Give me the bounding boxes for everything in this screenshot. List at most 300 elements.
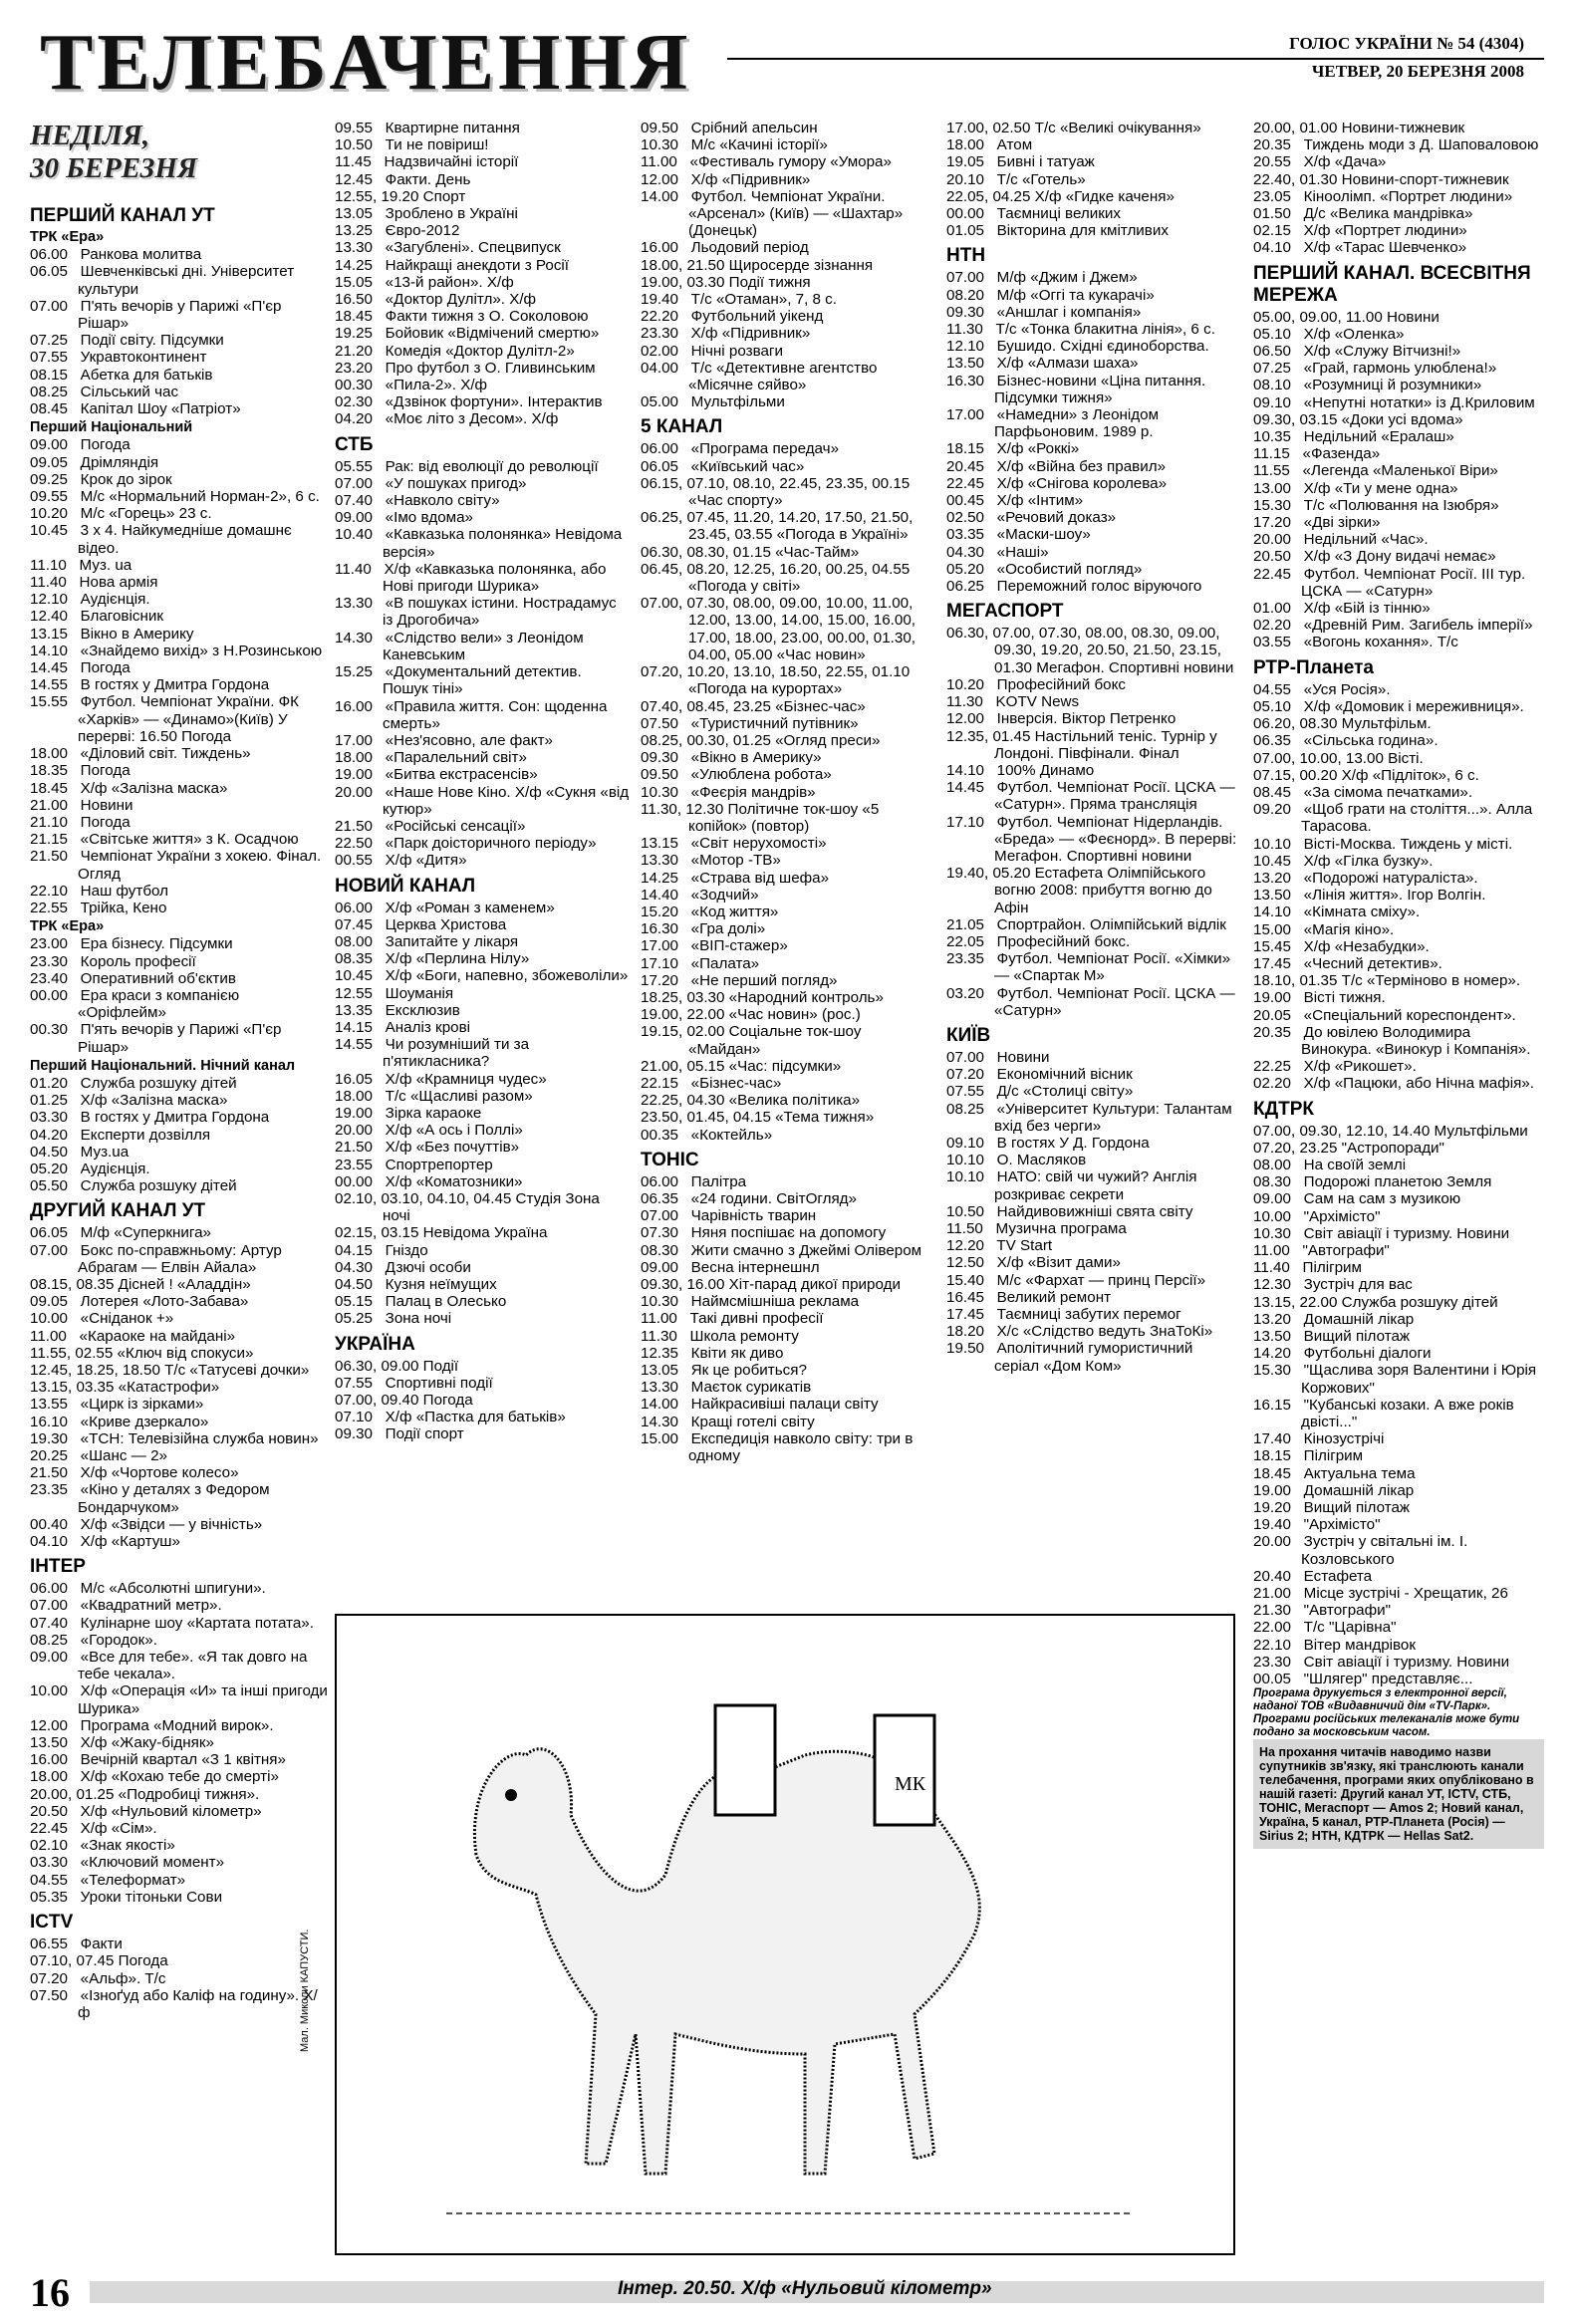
programme-listing: 20.40 Естафета xyxy=(1253,1567,1373,1585)
day-date: 30 БЕРЕЗНЯ xyxy=(30,152,197,184)
programme-listing: 07.25 Події світу. Підсумки xyxy=(30,332,224,350)
programme-listing: 07.00, 09.30, 12.10, 14.40 Мультфільми xyxy=(1253,1122,1528,1140)
programme-listing: 11.55 «Легенда «Маленької Віри» xyxy=(1253,462,1498,480)
programme-listing: 08.00 На своїй землі xyxy=(1253,1156,1407,1173)
programme-listing: 22.15 «Бізнес-час» xyxy=(641,1074,782,1092)
programme-listing: 18.45 Х/ф «Залізна маска» xyxy=(30,779,228,797)
programme-listing: 08.15, 08.35 Дісней ! «Аладдін» xyxy=(30,1275,251,1293)
programme-listing: 19.00, 22.00 «Час новин» (рос.) xyxy=(641,1006,861,1024)
programme-listing: 08.35 Х/ф «Перлина Нілу» xyxy=(335,950,530,968)
channel-subheading: ТРК «Ера» xyxy=(30,229,105,245)
programme-listing: 05.00, 09.00, 11.00 Новини xyxy=(1253,308,1440,326)
programme-listing: 10.10 НАТО: свій чи чужий? Англія розкриває секрети xyxy=(946,1168,1201,1203)
programme-listing: 14.10 100% Динамо xyxy=(946,761,1095,779)
programme-listing: 07.20, 10.20, 13.10, 18.50, 22.55, 01.10 «Погода на курортах» xyxy=(641,663,915,698)
channel-heading: МЕГАСПОРТ xyxy=(946,601,1064,623)
programme-listing: 12.30 Зустріч для вас xyxy=(1253,1276,1413,1294)
programme-listing: 23.20 Про футбол з О. Гливинським xyxy=(335,359,596,377)
programme-listing: 12.20 TV Start xyxy=(946,1237,1053,1255)
programme-listing: 03.30 В гостях у Дмитра Гордона xyxy=(30,1109,270,1127)
programme-listing: 22.40, 01.30 Новини-спорт-тижневик xyxy=(1253,170,1509,188)
programme-listing: 20.35 До ювілею Володимира Винокура. «Винокур і Компанія». xyxy=(1253,1023,1531,1058)
programme-listing: 06.25 Переможний голос віруючого xyxy=(946,578,1202,596)
programme-listing: 03.55 «Вогонь кохання». Т/с xyxy=(1253,634,1458,651)
channel-heading: ПЕРШИЙ КАНАЛ УТ xyxy=(30,205,215,226)
programme-listing: 10.50 Ти не повіриш! xyxy=(335,136,489,154)
programme-listing: 10.45 Х/ф «Боги, напевно, збожеволіли» xyxy=(335,967,629,985)
programme-listing: 10.10 Вісті-Москва. Тиждень у місті. xyxy=(1253,835,1513,853)
programme-listing: 03.35 «Маски-шоу» xyxy=(946,526,1091,544)
programme-listing: 07.00 Чарівність тварин xyxy=(641,1207,817,1225)
programme-listing: 19.00 Вісті тижня. xyxy=(1253,989,1386,1007)
programme-listing: 16.30 Бізнес-новини «Ціна питання. Підсумки тижня» xyxy=(946,372,1210,406)
programme-listing: 07.00 М/ф «Джим і Джем» xyxy=(946,269,1138,287)
programme-listing: 09.20 «Щоб грати на століття...». Алла Тарасова. xyxy=(1253,801,1537,836)
programme-listing: 00.40 Х/ф «Звідси — у вічність» xyxy=(30,1515,263,1533)
page-number: 16 xyxy=(30,2270,70,2315)
programme-listing: 19.40 "Архімісто" xyxy=(1253,1516,1381,1534)
programme-listing: 07.50 «Туристичний путівник» xyxy=(641,714,859,732)
programme-listing: 14.55 Чи розумніший ти за п'ятикласника? xyxy=(335,1036,534,1071)
programme-listing: 22.05 Професійний бокс. xyxy=(946,932,1131,950)
programme-listing: 07.45 Церква Христова xyxy=(335,915,507,933)
programme-listing: 04.30 «Наші» xyxy=(946,543,1049,561)
programme-listing: 09.00 Весна інтернешнл xyxy=(641,1258,820,1276)
programme-listing: 02.15 Х/ф «Портрет людини» xyxy=(1253,222,1467,240)
programme-listing: 17.00 «ВІП-стажер» xyxy=(641,937,788,955)
programme-listing: 21.20 Комедія «Доктор Дулітл-2» xyxy=(335,342,575,360)
programme-listing: 07.00, 09.40 Погода xyxy=(335,1392,473,1410)
programme-listing: 13.15 «Світ нерухомості» xyxy=(641,835,827,853)
programme-listing: 04.00 Т/с «Детективне агентство «Місячне сяйво» xyxy=(641,359,882,394)
programme-listing: 14.45 Погода xyxy=(30,659,131,677)
channel-heading: ІНТЕР xyxy=(30,1556,86,1578)
programme-listing: 05.35 Уроки тітоньки Сови xyxy=(30,1888,223,1906)
programme-listing: 00.00 Х/ф «Коматозники» xyxy=(335,1172,523,1190)
programme-listing: 14.10 «Знайдемо вихід» з Н.Розинською xyxy=(30,642,323,659)
programme-listing: 06.00 М/с «Абсолютні шпигуни». xyxy=(30,1580,266,1598)
programme-listing: 14.00 Найкрасивіші палаци світу xyxy=(641,1396,879,1414)
programme-listing: 06.00 Ранкова молитва xyxy=(30,246,202,264)
programme-listing: 06.35 «Сільська година». xyxy=(1253,732,1439,750)
programme-listing: 01.00 Х/ф «Бій із тінню» xyxy=(1253,600,1431,618)
programme-listing: 20.00 Недільний «Час». xyxy=(1253,531,1429,549)
programme-listing: 12.35 Квіти як диво xyxy=(641,1344,784,1362)
day-heading xyxy=(30,120,251,189)
programme-listing: 14.25 Найкращі анекдоти з Росії xyxy=(335,256,570,274)
programme-listing: 22.45 Х/ф «Снігова королева» xyxy=(946,474,1168,492)
programme-listing: 08.45 «За сімома печатками». xyxy=(1253,783,1473,801)
programme-listing: 17.10 «Палата» xyxy=(641,954,760,972)
programme-listing: 05.50 Служба розшуку дітей xyxy=(30,1177,237,1195)
programme-listing: 18.15 Х/ф «Роккі» xyxy=(946,440,1080,458)
programme-listing: 06.50 Х/ф «Служу Вітчизні!» xyxy=(1253,343,1461,361)
programme-listing: 07.15, 00.20 Х/ф «Підліток», 6 с. xyxy=(1253,766,1479,784)
programme-listing: 13.05 Зроблено в Україні xyxy=(335,205,518,223)
programme-listing: 09.00 Погода xyxy=(30,436,131,454)
programme-listing: 20.25 «Шанс — 2» xyxy=(30,1447,167,1465)
programme-listing: 16.15 "Кубанські козаки. А вже років двісті..." xyxy=(1253,1396,1518,1431)
programme-listing: 06.55 Факти xyxy=(30,1936,123,1953)
programme-listing: 19.40, 05.20 Естафета Олімпійського вогню 2008: прибуття вогню до Афін xyxy=(946,865,1216,916)
programme-listing: 10.00 Х/ф «Операція «И» та інші пригоди Шурика» xyxy=(30,1682,333,1717)
masthead xyxy=(30,18,1544,113)
programme-listing: 20.05 «Спеціальний кореспондент». xyxy=(1253,1006,1516,1024)
schedule-column-1 xyxy=(30,199,333,2021)
programme-listing: 21.00, 05.15 «Час: підсумки» xyxy=(641,1057,842,1075)
programme-listing: 17.00 «Нез'ясовно, але факт» xyxy=(335,731,553,749)
programme-listing: 08.15 Абетка для батьків xyxy=(30,366,213,384)
programme-listing: 18.00 Атом xyxy=(946,136,1033,154)
programme-listing: 23.55 Спортрепортер xyxy=(335,1156,493,1173)
programme-listing: 18.45 Факти тижня з О. Соколовою xyxy=(335,308,589,326)
programme-listing: 02.20 Х/ф «Пацюки, або Нічна мафія». xyxy=(1253,1075,1534,1093)
programme-listing: 11.00 "Автографи" xyxy=(1253,1241,1390,1259)
programme-listing: 16.00 Льодовий період xyxy=(641,239,809,257)
programme-listing: 06.05 Шевченківські дні. Університет культури xyxy=(30,263,299,298)
programme-listing: 15.00 Експедиція навколо світу: три в одному xyxy=(641,1429,917,1465)
programme-listing: 14.20 Футбольні діалоги xyxy=(1253,1345,1432,1363)
source-credit: Програма друкується з електронної версії, наданої ТОВ «Видавничий дім «TV-Парк». Програми російських телеканалів може бути подано за московським часом. xyxy=(1253,1687,1520,1739)
programme-listing: 08.25 Сільський час xyxy=(30,383,179,400)
programme-listing: 21.00 Місце зустрічі - Хрещатик, 26 xyxy=(1253,1585,1508,1603)
programme-listing: 13.50 Вищий пілотаж xyxy=(1253,1328,1411,1345)
programme-listing: 18.00 Х/ф «Кохаю тебе до смерті» xyxy=(30,1768,279,1786)
channel-heading: КИЇВ xyxy=(946,1024,991,1046)
programme-listing: 10.50 Найдивовижніші свята світу xyxy=(946,1202,1193,1220)
programme-listing: 07.55 Укравтоконтинент xyxy=(30,349,207,367)
programme-listing: 06.25, 07.45, 11.20, 14.20, 17.50, 21.50, 23.45, 03.55 «Погода в Україні» xyxy=(641,509,917,544)
programme-listing: 19.05 Бивні і татуаж xyxy=(946,153,1095,171)
programme-listing: 21.50 «Російські сенсації» xyxy=(335,817,526,835)
channel-heading: ПЕРШИЙ КАНАЛ. ВСЕСВІТНЯ МЕРЕЖА xyxy=(1253,262,1531,306)
programme-listing: 21.50 Х/ф «Чортове колесо» xyxy=(30,1464,239,1482)
programme-listing: 14.55 В гостях у Дмитра Гордона xyxy=(30,676,270,694)
programme-listing: 19.15, 02.00 Соціальне ток-шоу «Майдан» xyxy=(641,1023,866,1058)
programme-listing: 00.30 «Пила-2». Х/ф xyxy=(335,377,488,394)
programme-listing: 10.00 «Сніданок +» xyxy=(30,1310,174,1328)
programme-listing: 09.50 «Улюблена робота» xyxy=(641,766,832,784)
programme-listing: 05.55 Рак: від еволюції до революції xyxy=(335,457,599,475)
programme-listing: 07.10 Х/ф «Пастка для батьків» xyxy=(335,1409,566,1426)
programme-listing: 06.05 М/ф «Суперкнига» xyxy=(30,1224,211,1242)
programme-listing: 11.45 Надзвичайні історії xyxy=(335,153,519,171)
programme-listing: 01.20 Служба розшуку дітей xyxy=(30,1074,237,1092)
programme-listing: 05.10 Х/ф «Оленка» xyxy=(1253,325,1405,343)
programme-listing: 19.25 Бойовик «Відмічений смертю» xyxy=(335,325,600,343)
programme-listing: 09.30 «Аншлаг і компанія» xyxy=(946,303,1142,321)
programme-listing: 05.15 Палац в Олесько xyxy=(335,1293,507,1311)
section-title: ТЕЛЕБАЧЕННЯ xyxy=(40,19,692,107)
programme-listing: 13.05 Як це робиться? xyxy=(641,1362,807,1380)
channel-heading: НОВИЙ КАНАЛ xyxy=(335,875,476,897)
programme-listing: 14.40 «Зодчий» xyxy=(641,886,759,904)
programme-listing: 23.30 Світ авіації і туризму. Новини xyxy=(1253,1653,1510,1671)
programme-listing: 17.00 «Намедни» з Леонідом Парфьоновим. 1989 р. xyxy=(946,406,1164,441)
programme-listing: 06.20, 08.30 Мультфільм. xyxy=(1253,715,1432,733)
programme-listing: 22.10 Наш футбол xyxy=(30,882,169,900)
programme-listing: 11.50 Музична програма xyxy=(946,1219,1127,1237)
programme-listing: 00.45 Х/ф «Інтим» xyxy=(946,492,1084,510)
programme-listing: 12.00 Х/ф «Підривник» xyxy=(641,170,811,188)
programme-listing: 02.00 Нічні розваги xyxy=(641,342,783,360)
programme-listing: 04.10 Х/ф «Картуш» xyxy=(30,1533,180,1551)
programme-listing: 04.55 «Уся Росія». xyxy=(1253,680,1391,698)
programme-listing: 05.25 Зона ночі xyxy=(335,1310,452,1328)
programme-listing: 15.30 Т/с «Полювання на Ізюбря» xyxy=(1253,496,1499,514)
programme-listing: 20.10 Т/с «Готель» xyxy=(946,170,1086,188)
programme-listing: 16.10 «Криве дзеркало» xyxy=(30,1413,209,1430)
programme-listing: 13.50 Х/ф «Алмази шаха» xyxy=(946,355,1139,373)
programme-listing: 12.55, 19.20 Спорт xyxy=(335,187,466,205)
programme-listing: 11.30 Т/с «Тонка блакитна лінія», 6 с. xyxy=(946,321,1215,339)
programme-listing: 03.30 «Ключовий момент» xyxy=(30,1854,225,1872)
channel-heading: РТР-Планета xyxy=(1253,656,1374,678)
programme-listing: 15.45 Х/ф «Незабудки». xyxy=(1253,937,1430,955)
programme-listing: 17.00, 02.50 Т/с «Великі очікування» xyxy=(946,120,1201,136)
satellite-note: На прохання читачів наводимо назви супутників зв'язку, які транслюють канали телебачення, програми яких опубліковано в нашій газеті: Другий канал УТ, ICTV, СТБ, ТОНІС, Мегаспорт — Amos 2; Новий канал, Україна, 5 канал, РТР-Планета (Росія) — Sirius 2; НТН, КДТРК — Hellas Sat2. xyxy=(1253,1739,1544,1849)
programme-listing: 07.20 Економічний вісник xyxy=(946,1066,1133,1084)
programme-listing: 05.20 «Особистий погляд» xyxy=(946,560,1143,578)
schedule-column-5 xyxy=(1253,120,1544,1849)
programme-listing: 17.40 Кінозустрічі xyxy=(1253,1430,1385,1448)
programme-listing: 18.10, 01.35 Т/с «Терміново в номер». xyxy=(1253,972,1521,990)
programme-listing: 18.00 «Діловий світ. Тиждень» xyxy=(30,745,251,763)
programme-listing: 13.30 «Мотор -ТВ» xyxy=(641,852,781,870)
camel-drawing xyxy=(337,1616,1233,2253)
programme-listing: 09.30 Події спорт xyxy=(335,1425,464,1443)
programme-listing: 18.00 «Паралельний світ» xyxy=(335,749,527,767)
programme-listing: 08.25 «Університет Культури: Талантам вхід без черги» xyxy=(946,1100,1236,1135)
programme-listing: 04.50 Кузня неїмущих xyxy=(335,1276,497,1293)
programme-listing: 09.55 Квартирне питання xyxy=(335,120,520,136)
programme-listing: 11.30 Школа ремонту xyxy=(641,1327,799,1345)
programme-listing: 22.20 Футбольний уікенд xyxy=(641,308,824,326)
programme-listing: 09.00 Сам на сам з музикою xyxy=(1253,1190,1461,1208)
channel-subheading: ТРК «Ера» xyxy=(30,918,105,935)
programme-listing: 08.45 Капітал Шоу «Патріот» xyxy=(30,400,241,418)
programme-listing: 07.00, 07.30, 08.00, 09.00, 10.00, 11.00, 12.00, 13.00, 14.00, 15.00, 16.00, 17.00, 18.00, 23.00, 00.00, 01.30, 04.00, 05.00 «Час новин» xyxy=(641,595,920,663)
schedule-column-2 xyxy=(335,120,634,1443)
programme-listing: 14.15 Аналіз крові xyxy=(335,1018,471,1036)
programme-listing: 10.35 Недільний «Ералаш» xyxy=(1253,428,1454,446)
programme-listing: 22.25, 04.30 «Велика політика» xyxy=(641,1092,861,1110)
programme-listing: 13.50 Х/ф «Жаку-бідняк» xyxy=(30,1734,214,1752)
programme-listing: 13.15, 03.35 «Катастрофи» xyxy=(30,1379,220,1397)
programme-listing: 01.25 Х/ф «Залізна маска» xyxy=(30,1092,228,1110)
programme-listing: 02.10, 03.10, 04.10, 04.45 Студія Зона ночі xyxy=(335,1189,605,1225)
programme-listing: 16.00 «Правила життя. Сон: щоденна смерть» xyxy=(335,697,612,732)
programme-listing: 08.10 «Розумниці й розумники» xyxy=(1253,377,1482,394)
programme-listing: 06.30, 09.00 Події xyxy=(335,1357,459,1375)
programme-listing: 07.30 Няня поспішає на допомогу xyxy=(641,1224,887,1242)
programme-listing: 02.20 «Древній Рим. Загибель імперії» xyxy=(1253,617,1533,635)
programme-listing: 10.40 «Кавказька полонянка» Невідома версія» xyxy=(335,526,627,561)
programme-listing: 04.20 «Моє літо з Десом». Х/ф xyxy=(335,410,559,428)
programme-listing: 09.25 Крок до зірок xyxy=(30,470,172,488)
programme-listing: 10.45 3 х 4. Найкумедніше домашнє відео. xyxy=(30,522,296,557)
programme-listing: 21.50 Х/ф «Без почуттів» xyxy=(335,1139,520,1157)
programme-listing: 19.00 Зірка караоке xyxy=(335,1104,482,1122)
programme-listing: 10.20 М/с «Горець» 23 с. xyxy=(30,505,212,523)
programme-listing: 13.30 «В пошуках істини. Нострадамус із Дрогобича» xyxy=(335,595,621,630)
programme-listing: 18.00 Т/с «Щасливі разом» xyxy=(335,1087,533,1105)
channel-subheading: Перший Національний xyxy=(30,419,193,436)
programme-listing: 09.10 «Непутні нотатки» із Д.Криловим xyxy=(1253,393,1535,411)
camel-cartoon xyxy=(335,1614,1235,2255)
programme-listing: 18.20 Х/с «Слідство ведуть ЗнаТоКі» xyxy=(946,1323,1213,1341)
programme-listing: 08.00 Запитайте у лікаря xyxy=(335,932,519,950)
illustration-credit: Мал. Миколи КАПУСТИ. xyxy=(299,1929,311,2052)
programme-listing: 10.20 Професійний бокс xyxy=(946,675,1126,693)
programme-listing: 15.30 "Щаслива зоря Валентини і Юрія Коржових" xyxy=(1253,1362,1541,1397)
programme-listing: 07.40, 08.45, 23.25 «Бізнес-час» xyxy=(641,697,866,715)
programme-listing: 00.00 Ера краси з компанією «Оріфлейм» xyxy=(30,986,244,1022)
programme-listing: 10.10 О. Масляков xyxy=(946,1152,1087,1169)
programme-listing: 19.00 «Битва екстрасенсів» xyxy=(335,766,538,784)
programme-listing: 22.05, 04.25 Х/ф «Гидке каченя» xyxy=(946,187,1175,205)
programme-listing: 11.30, 12.30 Політичне ток-шоу «5 копійок» (повтор) xyxy=(641,800,884,835)
programme-listing: 09.05 Лотерея «Лото-Забава» xyxy=(30,1293,249,1311)
programme-listing: 09.00 «Імо вдома» xyxy=(335,509,473,527)
programme-listing: 02.30 «Дзвінок фортуни». Інтерактив xyxy=(335,393,603,411)
programme-listing: 13.20 «Подорожі натураліста». xyxy=(1253,869,1478,887)
page-footer xyxy=(30,2270,1544,2315)
programme-listing: 14.30 «Слідство вели» з Леонідом Каневським xyxy=(335,629,588,663)
programme-listing: 08.25 «Городок». xyxy=(30,1631,157,1649)
programme-listing: 14.00 Футбол. Чемпіонат України. «Арсенал» (Київ) — «Шахтар» (Донецьк) xyxy=(641,187,908,240)
programme-listing: 06.00 «Програма передач» xyxy=(641,440,840,458)
programme-listing: 23.40 Оперативний об'єктив xyxy=(30,969,236,987)
programme-listing: 15.20 «Код життя» xyxy=(641,903,779,920)
programme-listing: 00.35 «Коктейль» xyxy=(641,1126,773,1144)
programme-listing: 20.00 Х/ф «А ось і Поллі» xyxy=(335,1122,523,1140)
programme-listing: 09.05 Дрімляндія xyxy=(30,453,159,471)
programme-listing: 06.45, 08.20, 12.25, 16.20, 00.25, 04.55 «Погода у світі» xyxy=(641,560,915,596)
programme-listing: 18.35 Погода xyxy=(30,762,131,780)
programme-listing: 13.15, 22.00 Служба розшуку дітей xyxy=(1253,1293,1498,1311)
programme-listing: 17.45 «Чесний детектив». xyxy=(1253,954,1442,972)
programme-listing: 21.30 "Автографи" xyxy=(1253,1602,1391,1620)
programme-listing: 07.40 «Навколо світу» xyxy=(335,492,500,510)
programme-listing: 09.10 В гостях У Д. Гордона xyxy=(946,1134,1150,1152)
programme-listing: 00.05 "Шлягер" представляє... xyxy=(1253,1671,1473,1688)
programme-listing: 21.00 Новини xyxy=(30,796,133,814)
channel-heading: 5 КАНАЛ xyxy=(641,416,723,438)
channel-heading: НТН xyxy=(946,245,986,267)
programme-listing: 16.00 Вечірній квартал «З 1 квітня» xyxy=(30,1751,286,1769)
programme-listing: 15.55 Футбол. Чемпіонат України. ФК «Харків» — «Динамо»(Київ) У перерві: 16.50 Погода xyxy=(30,693,304,745)
programme-listing: 08.30 Подорожі планетою Земля xyxy=(1253,1173,1492,1191)
programme-listing: 07.00 Бокс по-справжньому: Артур Абрагам — Елвін Айала» xyxy=(30,1241,287,1276)
programme-listing: 22.25 Х/ф «Рикошет». xyxy=(1253,1058,1417,1076)
programme-listing: 11.15 «Фазенда» xyxy=(1253,445,1381,463)
programme-listing: 07.00 Новини xyxy=(946,1048,1050,1066)
programme-listing: 11.00 Такі дивні професії xyxy=(641,1310,824,1328)
programme-listing: 13.35 Ексклюзив xyxy=(335,1001,460,1019)
programme-listing: 03.20 Футбол. Чемпіонат Росії. ЦСКА — «Сатурн» xyxy=(946,984,1239,1019)
programme-listing: 20.00, 01.25 «Подробиці тижня». xyxy=(30,1785,260,1803)
programme-listing: 06.00 Х/ф «Роман з каменем» xyxy=(335,899,555,916)
channel-subheading: Перший Національний. Нічний канал xyxy=(30,1057,296,1074)
programme-listing: 06.30, 08.30, 01.15 «Час-Тайм» xyxy=(641,543,860,561)
programme-listing: 22.45 Х/ф «Сім». xyxy=(30,1820,157,1838)
programme-listing: 12.55 Шоуманія xyxy=(335,984,454,1002)
programme-listing: 10.30 М/с «Качині історії» xyxy=(641,136,828,154)
programme-listing: 22.55 Трійка, Кено xyxy=(30,899,167,916)
programme-listing: 17.20 «Дві зірки» xyxy=(1253,514,1381,532)
programme-listing: 12.10 Бушидо. Східні єдиноборства. xyxy=(946,338,1209,356)
programme-listing: 13.20 Домашній лікар xyxy=(1253,1310,1415,1328)
programme-listing: 15.05 «13-й район». Х/ф xyxy=(335,273,514,291)
programme-listing: 19.30 «ТСН: Телевізійна служба новин» xyxy=(30,1429,319,1447)
programme-listing: 07.00 «Квадратний метр». xyxy=(30,1597,222,1615)
programme-listing: 11.10 Муз. ua xyxy=(30,556,132,574)
programme-listing: 01.50 Д/с «Велика мандрівка» xyxy=(1253,205,1473,223)
programme-listing: 12.45 Факти. День xyxy=(335,170,471,188)
programme-listing: 11.40 Х/ф «Кавказька полонянка, або Нові пригоди Шурика» xyxy=(335,560,611,596)
programme-listing: 20.50 Х/ф «З Дону видачі немає» xyxy=(1253,548,1496,566)
programme-listing: 06.05 «Київський час» xyxy=(641,457,805,475)
programme-listing: 20.00 Зустріч у світальні ім. І. Козловського xyxy=(1253,1533,1472,1568)
programme-listing: 15.40 М/с «Фархат — принц Персії» xyxy=(946,1271,1206,1289)
programme-listing: 16.50 «Доктор Дулітл». Х/ф xyxy=(335,291,537,309)
programme-listing: 04.10 Х/ф «Тарас Шевченко» xyxy=(1253,239,1467,257)
programme-listing: 16.45 Великий ремонт xyxy=(946,1288,1112,1306)
programme-listing: 02.50 «Речовий доказ» xyxy=(946,509,1117,527)
programme-listing: 07.20, 23.25 "Астропоради" xyxy=(1253,1139,1444,1157)
programme-listing: 13.30 Маєток сурикатів xyxy=(641,1379,812,1397)
programme-listing: 09.55 М/с «Нормальний Норман-2», 6 с. xyxy=(30,488,320,506)
programme-listing: 23.50, 01.45, 04.15 «Тема тижня» xyxy=(641,1109,875,1127)
programme-listing: 14.10 «Кімната сміху». xyxy=(1253,904,1421,921)
programme-listing: 07.50 «Ізноґуд або Каліф на годину». Х/ф xyxy=(30,1986,318,2021)
programme-listing: 19.40 Т/с «Отаман», 7, 8 с. xyxy=(641,291,837,309)
programme-listing: 22.45 Футбол. Чемпіонат Росії. ІІІ тур. ЦСКА — «Сатурн» xyxy=(1253,565,1530,600)
programme-listing: 10.30 Світ авіації і туризму. Новини xyxy=(1253,1224,1510,1242)
programme-listing: 13.00 Х/ф «Ти у мене одна» xyxy=(1253,479,1458,497)
programme-listing: 20.55 Х/ф «Дача» xyxy=(1253,153,1387,171)
programme-listing: 14.30 Кращі готелі світу xyxy=(641,1413,815,1430)
day-weekday: НЕДІЛЯ, xyxy=(30,120,150,151)
programme-listing: 04.30 Дзючі особи xyxy=(335,1258,471,1276)
programme-listing: 12.40 Благовісник xyxy=(30,608,163,626)
newspaper-issue: ГОЛОС УКРАЇНИ № 54 (4304) xyxy=(1289,34,1524,53)
masthead-rule xyxy=(727,58,1544,60)
programme-listing: 04.55 «Телеформат» xyxy=(30,1871,186,1889)
schedule-column-3 xyxy=(641,120,935,1464)
programme-listing: 23.00 Ера бізнесу. Підсумки xyxy=(30,935,233,953)
programme-listing: 11.40 Пілігрим xyxy=(1253,1259,1362,1277)
programme-listing: 13.30 «Загублені». Спецвипуск xyxy=(335,239,561,257)
programme-listing: 09.30, 03.15 «Доки усі вдома» xyxy=(1253,410,1463,428)
programme-listing: 21.05 Спортрайон. Олімпійський відлік xyxy=(946,915,1226,933)
programme-listing: 00.55 Х/ф «Дитя» xyxy=(335,852,467,870)
footer-highlight: Інтер. 20.50. Х/ф «Нульовий кілометр» xyxy=(618,2278,992,2299)
programme-listing: 04.20 Експерти дозвілля xyxy=(30,1126,211,1144)
programme-listing: 02.15, 03.15 Невідома Україна xyxy=(335,1224,548,1242)
schedule-column-4 xyxy=(946,120,1241,1375)
programme-listing: 13.25 Євро-2012 xyxy=(335,222,460,240)
programme-listing: 13.55 «Цирк із зірками» xyxy=(30,1396,204,1414)
programme-listing: 05.20 Аудієнція. xyxy=(30,1160,150,1177)
programme-listing: 17.20 «Не перший погляд» xyxy=(641,971,838,989)
programme-listing: 20.50 Х/ф «Нульовий кілометр» xyxy=(30,1802,262,1820)
programme-listing: 18.15 Пілігрим xyxy=(1253,1447,1364,1465)
programme-listing: 12.00 Інверсія. Віктор Петренко xyxy=(946,710,1177,728)
programme-listing: 08.25, 00.30, 01.25 «Огляд преси» xyxy=(641,731,881,749)
programme-listing: 20.45 Х/ф «Війна без правил» xyxy=(946,457,1167,475)
